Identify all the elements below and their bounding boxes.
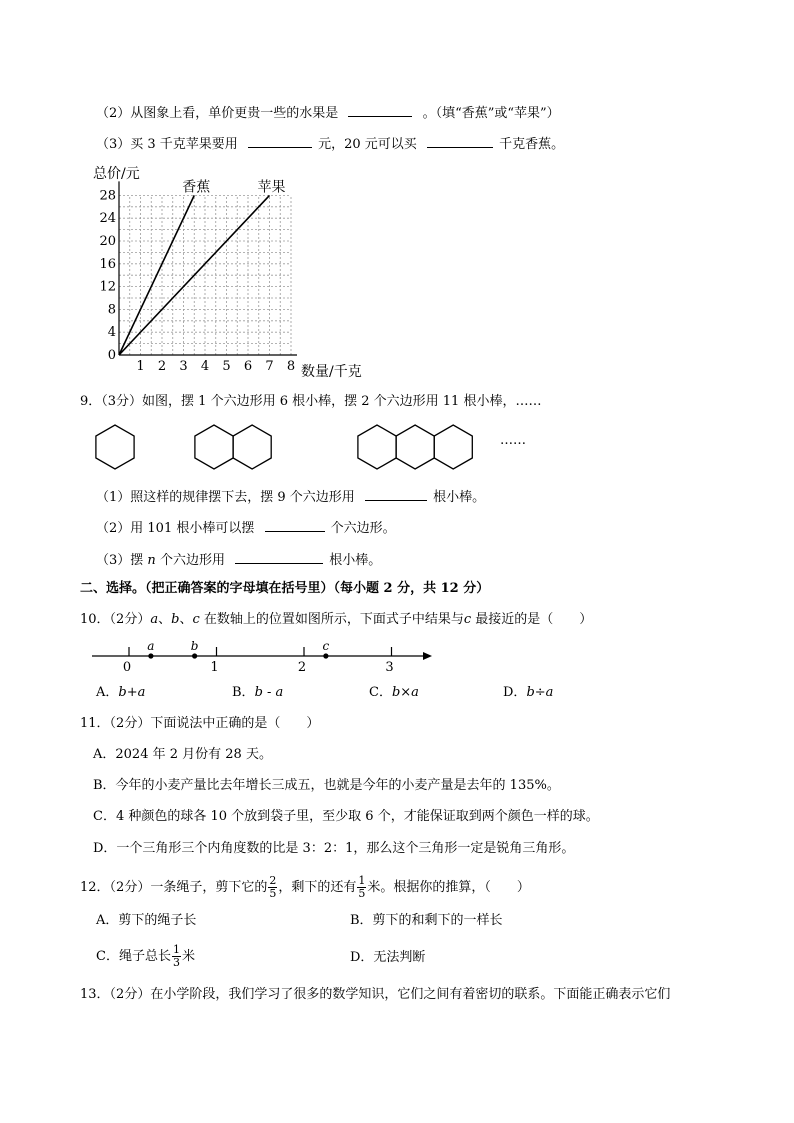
q9-part3 [96, 549, 381, 570]
answer-blank[interactable] [348, 102, 412, 117]
q12-option-d[interactable]: D．无法判断 [350, 950, 426, 965]
point-a [148, 653, 153, 658]
tick-label: 0 [122, 660, 132, 674]
q12-option-b[interactable]: B．剪下的和剩下的一样长 [350, 913, 503, 928]
hexagon [96, 425, 134, 469]
q10-stem [80, 611, 592, 629]
q10-stem-end: 最接近的是（ ） [471, 612, 593, 627]
hexagon [195, 425, 233, 469]
fraction [268, 875, 277, 900]
q12-stem-text: 12．（2分）一条绳子，剪下它的 [80, 880, 268, 895]
q9-part2-suffix: 个六边形。 [330, 521, 396, 536]
q12-stem-text: 米。根据你的推算，（ ） [367, 880, 530, 895]
price-chart [88, 158, 378, 384]
y-tick-label: 24 [99, 211, 116, 227]
q9-part1-suffix: 根小棒。 [433, 490, 486, 505]
series-line-1 [119, 195, 270, 355]
x-tick-label: 4 [200, 359, 210, 374]
q8-part3-mid: 元，20 元可以买 [318, 137, 417, 152]
option-letter: C． [369, 685, 392, 700]
q12-stem-text: ，剩下的还有 [278, 880, 357, 895]
fraction-denominator: 3 [172, 956, 180, 969]
q9-part1-prefix: （1）照这样的规律摆下去，摆 9 个六边形用 [96, 490, 355, 505]
q10-option-c[interactable] [369, 684, 419, 702]
tick-label: 3 [385, 660, 394, 674]
x-tick-label: 6 [243, 359, 253, 374]
tick-label: 2 [297, 660, 307, 674]
option-text: C．绳子总长 [96, 949, 171, 964]
y-tick-label: 12 [99, 279, 116, 295]
option-expr: b - a [254, 685, 284, 700]
fraction [357, 875, 366, 900]
answer-blank[interactable] [265, 517, 325, 532]
fraction-denominator: 5 [358, 887, 366, 900]
q10-option-d[interactable] [503, 684, 553, 702]
q8-part2-prefix: （2）从图象上看，单价更贵一些的水果是 [96, 106, 339, 121]
variable-a: a [150, 612, 159, 627]
q12-option-a[interactable]: A．剪下的绳子长 [96, 913, 197, 928]
q12-option-c[interactable] [96, 942, 195, 972]
q9-part1 [96, 486, 485, 507]
arrow-head [423, 652, 432, 660]
answer-blank[interactable] [235, 549, 323, 564]
q11-stem: 11．（2分）下面说法中正确的是（ ） [80, 716, 320, 731]
y-axis-label: 总价/元 [93, 166, 140, 182]
x-tick-label: 3 [179, 359, 188, 374]
option-letter: D． [503, 685, 527, 700]
hexagon [358, 425, 396, 469]
q11-option-d[interactable]: D．一个三角形三个内角度数的比是 3：2：1，那么这个三角形一定是锐角三角形。 [93, 841, 575, 856]
q11-option-a[interactable]: A．2024 年 2 月份有 28 天。 [93, 747, 272, 762]
y-tick-label: 4 [107, 325, 116, 341]
y-tick-label: 16 [99, 256, 116, 272]
point-c [323, 653, 328, 658]
q9-stem: 9．（3分）如图，摆 1 个六边形用 6 根小棒，摆 2 个六边形用 11 根小棒，…… [80, 394, 542, 409]
q9-part3-suffix: 根小棒。 [329, 553, 382, 568]
fraction [172, 944, 181, 969]
x-tick-label: 8 [286, 359, 296, 374]
hexagon-figure [88, 418, 528, 474]
q10-number: 10．（2分） [80, 612, 151, 627]
point-label: c [322, 639, 330, 653]
q11-option-c[interactable]: C．4 种颜色的球各 10 个放到袋子里，至少取 6 个，才能保证取到两个颜色一样的球。 [93, 809, 599, 824]
section-title: 二、选择。（把正确答案的字母填在括号里）（每小题 2 分，共 12 分） [80, 581, 490, 596]
series-line-0 [119, 195, 194, 355]
answer-blank[interactable] [248, 133, 312, 148]
q8-part3-suffix: 千克香蕉。 [499, 137, 565, 152]
q8-part3-prefix: （3）买 3 千克苹果要用 [96, 137, 238, 152]
series-label: 苹果 [257, 179, 286, 196]
point-b [192, 653, 197, 658]
hexagon [396, 425, 434, 469]
answer-blank[interactable] [427, 133, 493, 148]
fraction-numerator: 1 [358, 874, 366, 887]
x-tick-label: 5 [222, 359, 231, 374]
ellipsis: …… [500, 433, 526, 448]
hexagon [233, 425, 271, 469]
separator: 、 [158, 612, 172, 627]
q9-part3-prefix: （3）摆 [96, 553, 144, 568]
q9-part3-mid: 个六边形用 [159, 553, 225, 568]
y-tick-label: 28 [99, 188, 116, 204]
option-text: 米 [181, 949, 195, 964]
option-expr: b×a [391, 685, 419, 700]
point-label: b [190, 639, 199, 653]
series-label: 香蕉 [182, 179, 211, 196]
point-label: a [147, 639, 155, 653]
separator: 、 [179, 612, 193, 627]
q11-option-b[interactable]: B．今年的小麦产量比去年增长三成五，也就是今年的小麦产量是去年的 135%。 [93, 778, 560, 793]
q12-stem [80, 873, 530, 903]
x-tick-label: 1 [136, 359, 145, 374]
q8-part2 [96, 102, 560, 123]
q10-option-a[interactable] [96, 684, 145, 702]
hexagon [434, 425, 472, 469]
x-tick-label: 2 [157, 359, 167, 374]
x-tick-label: 7 [265, 359, 274, 374]
variable-c: c [192, 612, 200, 627]
q13-stem: 13．（2分）在小学阶段，我们学习了很多的数学知识，它们之间有着密切的联系。下面能正确表示它们 [80, 987, 671, 1002]
variable-c: c [463, 612, 472, 627]
variable-b: b [171, 612, 180, 627]
q8-part2-suffix: 。（填“香蕉”或“苹果”） [422, 106, 560, 121]
option-letter: A． [96, 685, 119, 700]
y-tick-label: 0 [107, 348, 116, 363]
number-line [88, 634, 438, 674]
x-axis-label: 数量/千克 [301, 364, 362, 380]
q8-part3 [96, 133, 564, 154]
y-tick-label: 8 [107, 302, 116, 318]
variable-n: n [147, 553, 156, 568]
fraction-numerator: 1 [172, 943, 180, 956]
y-tick-label: 20 [99, 234, 116, 249]
fraction-numerator: 2 [269, 874, 277, 887]
q9-part2-prefix: （2）用 101 根小棒可以摆 [96, 521, 255, 536]
option-expr: b+a [118, 685, 146, 700]
tick-label: 1 [210, 660, 219, 674]
answer-blank[interactable] [365, 486, 427, 501]
fraction-denominator: 5 [269, 887, 277, 900]
q10-option-b[interactable] [232, 684, 283, 702]
q9-part2 [96, 517, 396, 538]
q10-stem-text: 在数轴上的位置如图所示，下面式子中结果与 [199, 612, 464, 627]
option-expr: b÷a [526, 685, 554, 700]
option-letter: B． [232, 685, 255, 700]
